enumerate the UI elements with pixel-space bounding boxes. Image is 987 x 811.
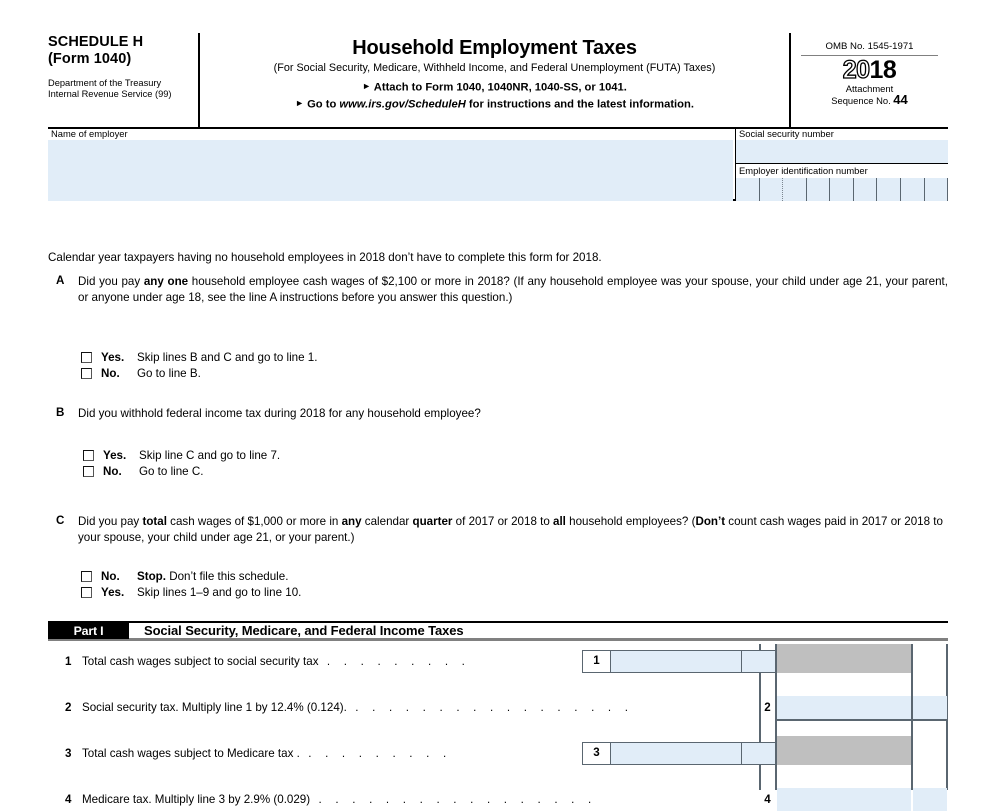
part-1-tag: Part I	[48, 623, 129, 639]
option-row[interactable]	[48, 464, 280, 480]
checkbox-b-no[interactable]	[83, 466, 94, 477]
line-2-bottom-rule	[775, 719, 948, 721]
goto-prefix: Go to	[307, 98, 340, 110]
checkbox-c-no[interactable]	[81, 571, 92, 582]
identity-block	[48, 127, 948, 201]
leader-dots: . . . . . . . . .	[299, 747, 460, 760]
name-of-employer-field-group	[48, 127, 736, 201]
form-header	[48, 33, 948, 129]
department-line-1: Department of the Treasury	[48, 78, 162, 88]
checkbox-a-yes[interactable]	[81, 352, 92, 363]
ein-digit-cell[interactable]	[924, 178, 949, 201]
attachment-sequence-number: 44	[893, 91, 908, 107]
option-label: No.	[101, 367, 120, 380]
ein-digit-cell[interactable]	[829, 178, 853, 201]
line-1-box-number: 1	[583, 651, 611, 672]
schedule-name: SCHEDULE H	[48, 34, 144, 50]
line-number: 3	[65, 747, 72, 760]
ein-input[interactable]	[736, 178, 948, 201]
option-text: Go to line C.	[139, 465, 204, 478]
question-b-options	[48, 448, 280, 480]
option-text: Skip lines 1–9 and go to line 10.	[137, 586, 302, 599]
line-4-box-number: 4	[764, 793, 771, 806]
part-1-title: Social Security, Medicare, and Federal Income Taxes	[144, 623, 464, 638]
option-label: Yes.	[103, 449, 127, 462]
line-2-dollars-input[interactable]	[777, 696, 911, 719]
option-label: Yes.	[101, 586, 125, 599]
goto-instruction	[204, 97, 785, 112]
line-description	[82, 701, 642, 715]
question-a-options	[48, 350, 317, 382]
ein-digit-cell[interactable]	[900, 178, 924, 201]
option-text: Skip lines B and C and go to line 1.	[137, 351, 318, 364]
question-b	[48, 406, 948, 422]
attach-instruction-text: Attach to Form 1040, 1040NR, 1040-SS, or 1041.	[373, 81, 627, 94]
option-text: Stop. Don’t file this schedule.	[137, 570, 289, 583]
line-description-text: Social security tax. Multiply line 1 by 12.4% (0.124).	[82, 701, 347, 714]
schedule-title	[48, 34, 190, 67]
line-description	[82, 747, 460, 761]
line-2-cents-input[interactable]	[913, 696, 947, 719]
question-a-text: Did you pay any one household employee cash wages of $2,100 or more in 2018? (If any household employee was your spouse, your child under age 21, your parent, or anyone under age 18, see the line A instructions before you answer this question.)	[78, 275, 949, 304]
department-block	[48, 78, 190, 99]
question-b-letter: B	[56, 406, 65, 419]
line-3-amount-box[interactable]	[582, 742, 775, 765]
line-2-box-number: 2	[764, 701, 771, 714]
line-3-box-number: 3	[583, 743, 611, 764]
line-description	[82, 793, 605, 807]
tax-year-century: 20	[842, 56, 870, 84]
line-1-cents-input[interactable]	[741, 651, 775, 672]
tax-year	[791, 57, 948, 84]
part-1-lines-table	[48, 644, 948, 806]
attachment-sequence-label: Sequence No.	[831, 94, 894, 106]
table-row	[48, 736, 948, 782]
part-1-header	[48, 621, 948, 641]
line-1-dollars-input[interactable]	[611, 651, 741, 672]
option-text: Skip line C and go to line 7.	[139, 449, 281, 462]
name-of-employer-input[interactable]	[48, 140, 733, 201]
checkbox-b-yes[interactable]	[83, 450, 94, 461]
option-text: Go to line B.	[137, 367, 201, 380]
calendar-year-notice: Calendar year taxpayers having no household employees in 2018 don’t have to complete this form for 2018.	[48, 251, 602, 264]
table-row	[48, 690, 948, 736]
question-b-text: Did you withhold federal income tax during 2018 for any household employee?	[78, 407, 481, 420]
ssn-input[interactable]	[736, 140, 948, 163]
question-c-options	[48, 569, 301, 601]
omb-number: OMB No. 1545-1971	[825, 41, 914, 52]
ein-field-group	[736, 164, 948, 201]
line-3-cents-input[interactable]	[741, 743, 775, 764]
option-row[interactable]	[48, 569, 301, 585]
name-of-employer-label: Name of employer	[51, 128, 128, 139]
checkbox-c-yes[interactable]	[81, 587, 92, 598]
table-row	[48, 782, 948, 806]
goto-url[interactable]: www.irs.gov/ScheduleH	[339, 98, 466, 110]
line-number: 1	[65, 655, 72, 668]
line-description-text: Total cash wages subject to Medicare tax .	[82, 747, 300, 760]
blocked-cell	[777, 736, 911, 765]
ein-label: Employer identification number	[739, 165, 868, 176]
line-number: 2	[65, 701, 72, 714]
option-label: Yes.	[101, 351, 125, 364]
line-4-cents-input[interactable]	[913, 788, 947, 811]
ein-digit-cell[interactable]	[876, 178, 900, 201]
form-reference: (Form 1040)	[48, 50, 132, 67]
ein-digit-cell[interactable]	[853, 178, 877, 201]
form-subtitle: (For Social Security, Medicare, Withheld Income, and Federal Unemployment (FUTA) Taxes)	[273, 62, 716, 74]
line-number: 4	[65, 793, 72, 806]
tax-year-digits: 18	[869, 56, 897, 84]
blocked-cell	[777, 644, 911, 673]
form-title: Household Employment Taxes	[352, 37, 637, 59]
right-triangle-arrow-icon: ►	[295, 97, 304, 108]
ein-digit-cell[interactable]	[736, 178, 759, 201]
right-triangle-arrow-icon: ►	[362, 81, 372, 91]
ein-digit-cell[interactable]	[759, 178, 783, 201]
option-row[interactable]	[48, 448, 280, 464]
question-a	[48, 274, 948, 305]
option-row[interactable]	[48, 585, 301, 601]
line-description	[82, 655, 479, 669]
attachment-label: Attachment	[845, 83, 894, 94]
department-line-2: Internal Revenue Service (99)	[48, 88, 172, 99]
attach-instruction	[204, 80, 785, 95]
table-row	[48, 644, 948, 690]
header-left-block	[48, 33, 200, 127]
leader-dots: . . . . . . . . . . . . . . . . .	[346, 701, 642, 714]
attachment-sequence	[791, 84, 948, 107]
header-center-block	[200, 33, 791, 127]
line-3-dollars-input[interactable]	[611, 743, 741, 764]
leader-dots: . . . . . . . . . . . . . . . . .	[310, 793, 605, 806]
option-label: No.	[101, 570, 120, 583]
line-description-text: Medicare tax. Multiply line 3 by 2.9% (0.029)	[82, 793, 311, 806]
option-label: No.	[103, 465, 122, 478]
ein-digit-cell[interactable]	[806, 178, 830, 201]
line-1-amount-box[interactable]	[582, 650, 775, 673]
ssn-field-group	[736, 127, 948, 164]
checkbox-a-no[interactable]	[81, 368, 92, 379]
option-row[interactable]	[48, 366, 317, 382]
question-c	[48, 514, 948, 545]
question-a-letter: A	[56, 274, 65, 287]
question-c-text: Did you pay total cash wages of $1,000 or more in any calendar quarter of 2017 or 2018 to all household employees? (Don’t count cash wages paid in 2017 or 2018 to your spouse, your child under age 21, or your parent.)	[78, 515, 943, 544]
ein-digit-cell[interactable]	[782, 178, 806, 201]
line-4-dollars-input[interactable]	[777, 788, 911, 811]
ssn-label: Social security number	[739, 128, 834, 139]
question-c-letter: C	[56, 514, 65, 527]
header-right-block	[791, 33, 948, 127]
goto-suffix: for instructions and the latest information.	[465, 98, 694, 110]
leader-dots: . . . . . . . . .	[318, 655, 479, 668]
line-description-text: Total cash wages subject to social security tax	[82, 655, 319, 668]
option-row[interactable]	[48, 350, 317, 366]
